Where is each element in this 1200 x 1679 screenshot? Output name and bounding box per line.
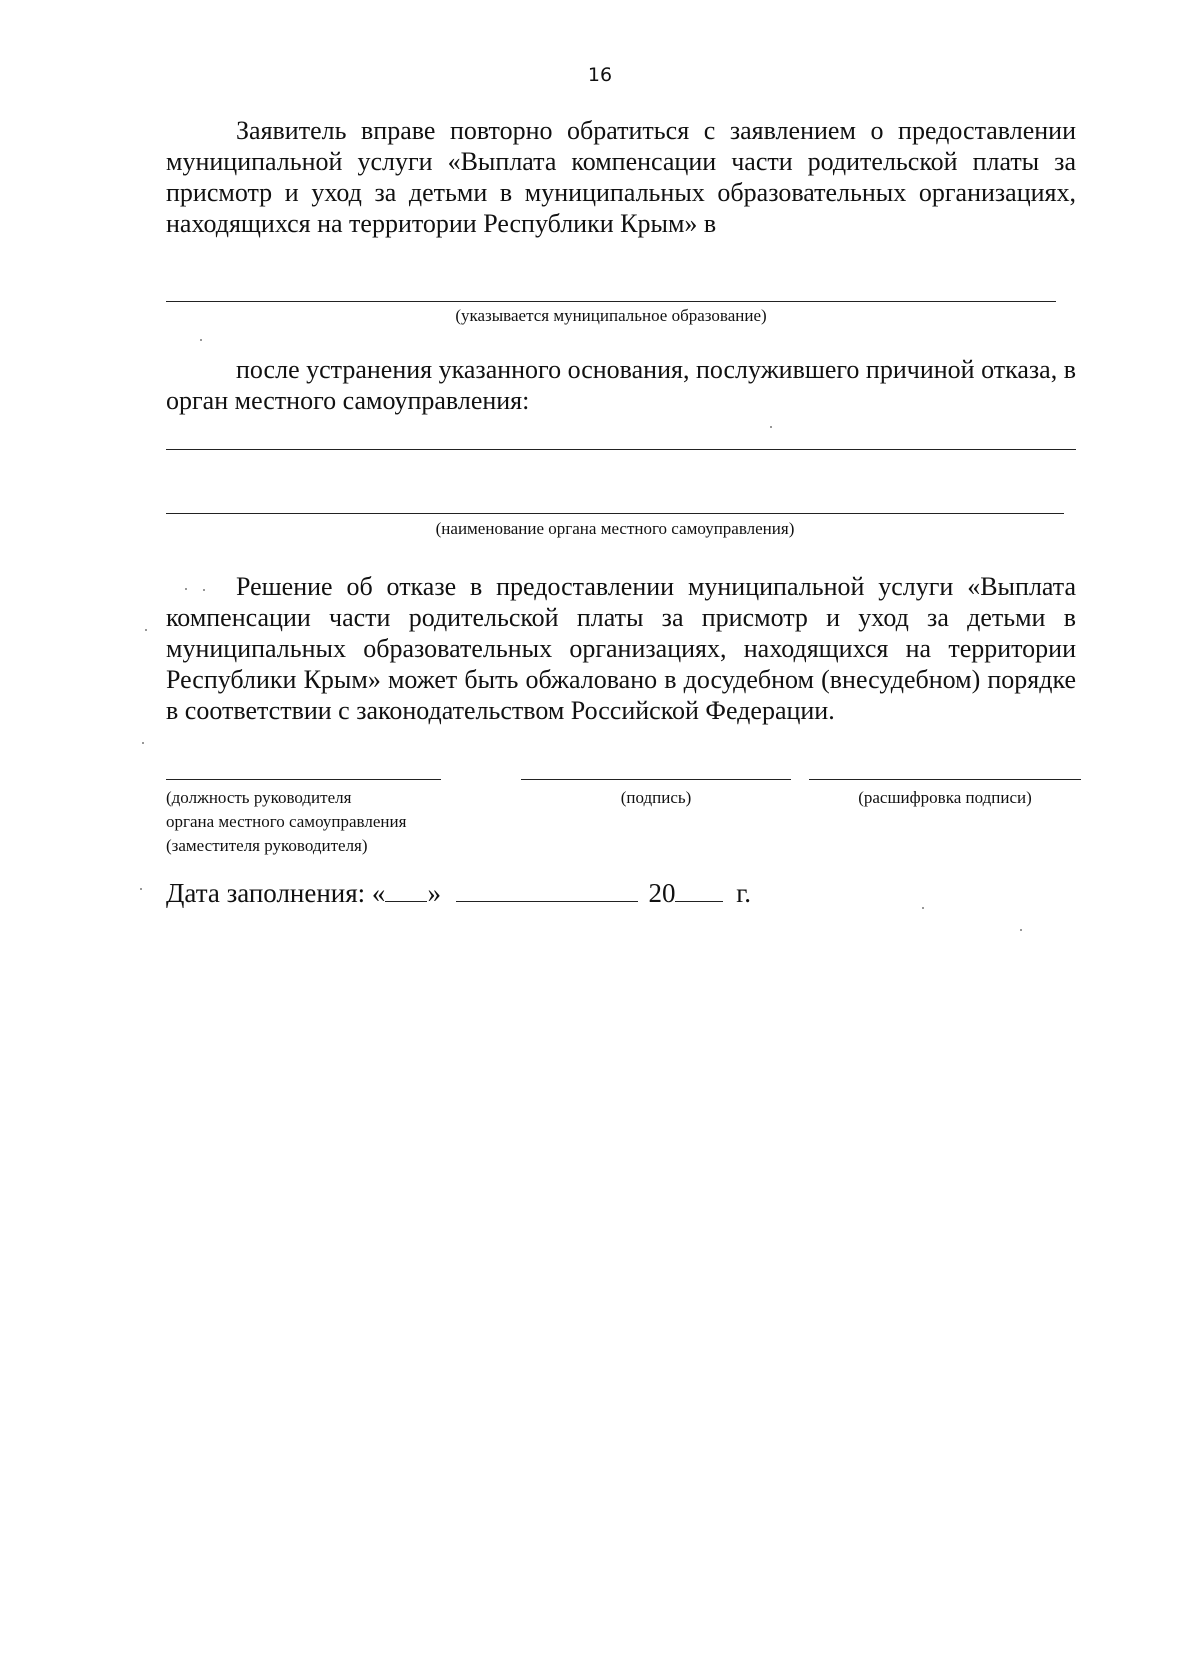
page-number: 16 [587, 64, 613, 86]
scan-speck [770, 426, 772, 428]
paragraph-reapply-text: Заявитель вправе повторно обратиться с заявлением о предоставлении муниципальной услуги «Выплата компенсации части родительской платы за присмотр и уход за детьми в муниципальных образовательных организациях, находящихся на территории Республики Крым» в [166, 116, 1076, 238]
municipality-caption: (указывается муниципальное образование) [455, 306, 767, 325]
decode-label: (расшифровка подписи) [858, 788, 1032, 807]
date-year-prefix: 20 [648, 878, 676, 908]
date-suffix: г. [736, 878, 751, 908]
body-name-caption: (наименование органа местного самоуправления) [435, 519, 795, 538]
scan-speck [142, 742, 144, 744]
position-label-line-3: (заместителя руководителя) [166, 836, 368, 855]
paragraph-after-fix [166, 354, 1076, 416]
position-label-line-2: органа местного самоуправления [166, 812, 407, 831]
paragraph-reapply [166, 115, 1076, 239]
municipality-fill-line [166, 301, 1056, 302]
date-mid: » [427, 878, 441, 908]
scan-speck [140, 888, 142, 890]
position-label-line-1: (должность руководителя [166, 788, 352, 807]
date-day-blank [385, 875, 427, 902]
paragraph-appeal [166, 571, 1076, 726]
paragraph-appeal-text: Решение об отказе в предоставлении муниципальной услуги «Выплата компенсации части родительской платы за присмотр и уход за детьми в муниципальных образовательных организациях, находящихся на территории Республики Крым» может быть обжаловано в досудебном (внесудебном) порядке в соответствии с законодательством Российской Федерации. [166, 572, 1076, 725]
scan-speck [203, 589, 205, 591]
signature-label: (подпись) [620, 788, 692, 807]
date-month-blank [456, 875, 638, 902]
body-fill-line-1 [166, 449, 1076, 450]
date-year-blank [675, 875, 723, 902]
scan-speck [922, 907, 924, 909]
position-sign-line [166, 779, 441, 780]
scan-speck [200, 339, 202, 341]
signature-sign-line [521, 779, 791, 780]
scan-speck [1020, 929, 1022, 931]
body-fill-line-2 [166, 513, 1064, 514]
position-label [166, 786, 476, 858]
decode-sign-line [809, 779, 1081, 780]
scan-speck [145, 629, 147, 631]
date-prefix: Дата заполнения: « [166, 878, 386, 908]
paragraph-after-fix-text: после устранения указанного основания, послужившего причиной отказа, в орган местного самоуправления: [166, 355, 1076, 415]
scan-speck [185, 588, 187, 590]
fill-date-row [166, 875, 751, 910]
